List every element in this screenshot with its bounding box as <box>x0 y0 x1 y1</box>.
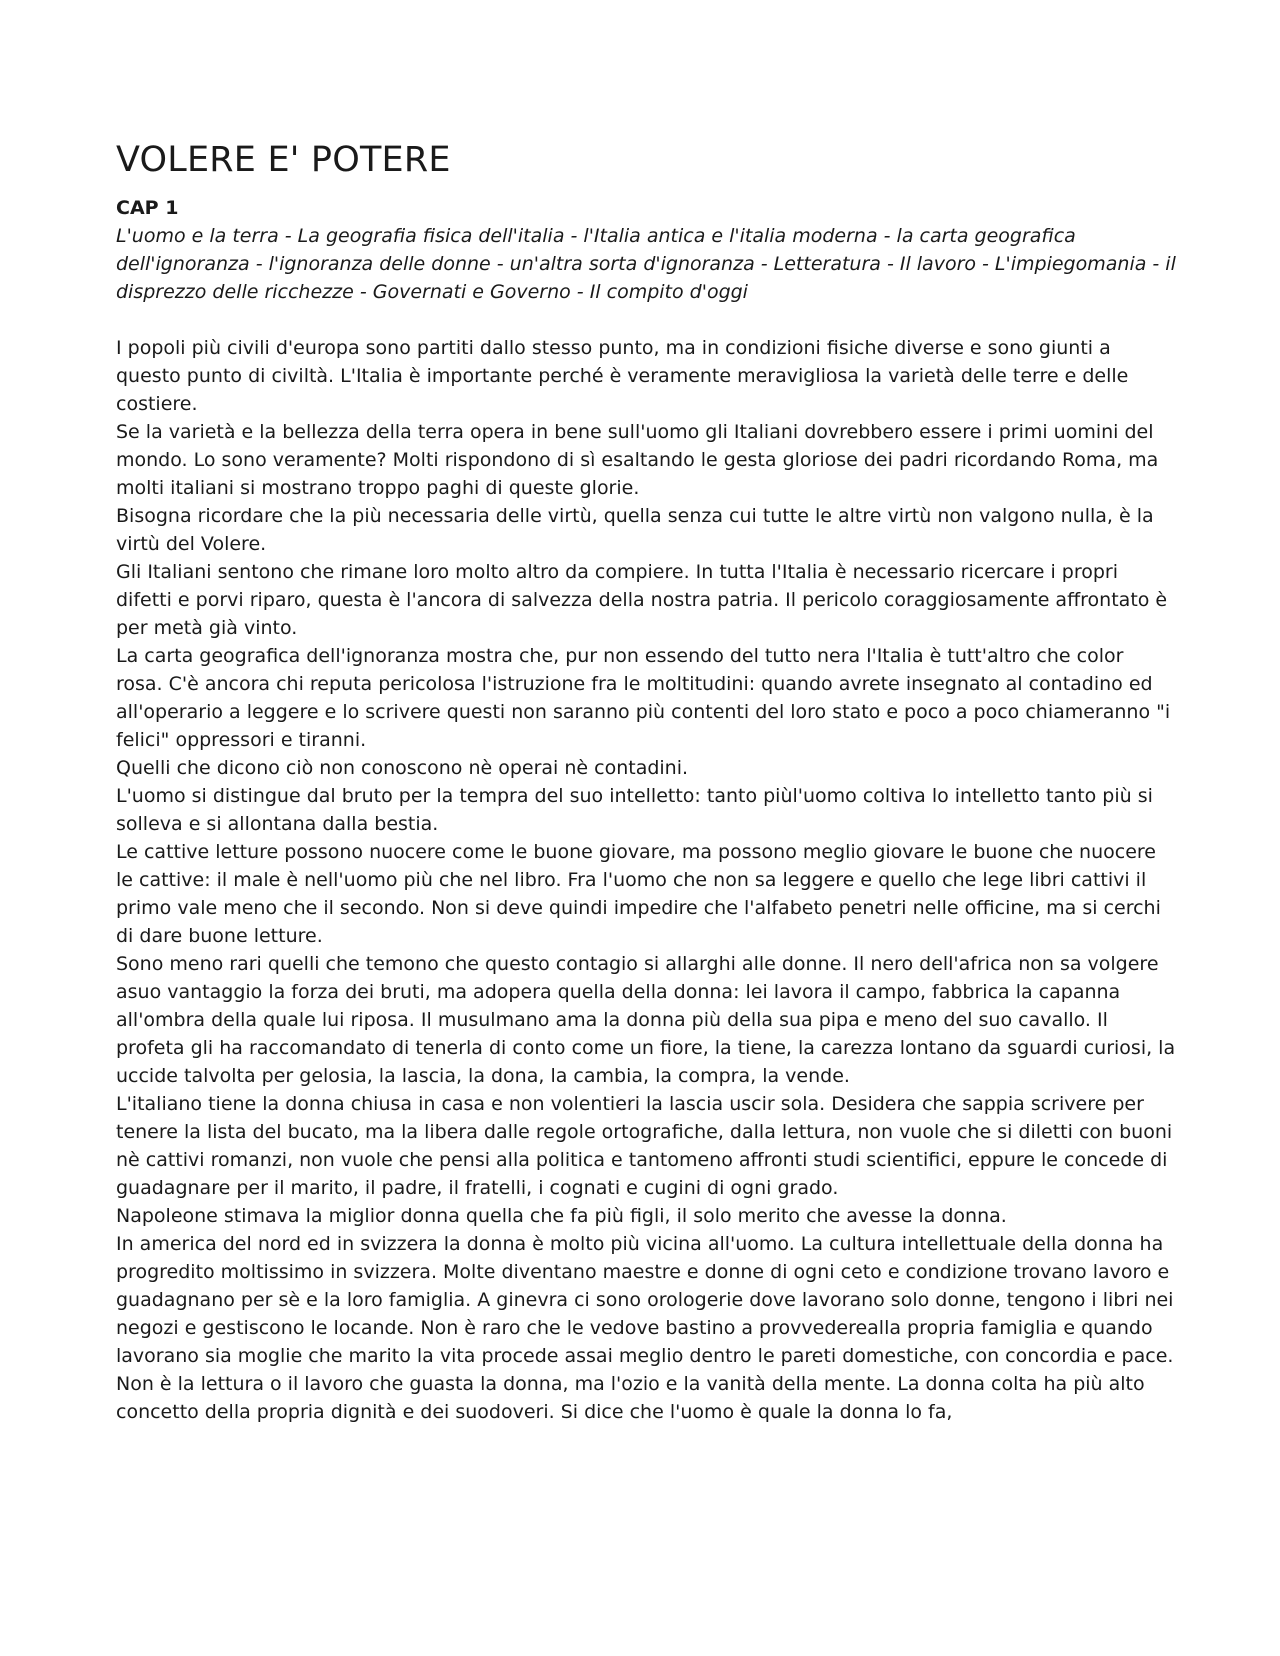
paragraph: Le cattive letture possono nuocere come le buone giovare, ma possono meglio giovare le buone che nuocere le cattive: il male è nell'uomo più che nel libro. Fra l'uomo che non sa leggere e quello che lege libri cattivi il primo vale meno che il secondo. Non si deve quindi impedire che l'alfabeto penetri nelle officine, ma si cerchi di dare buone letture. <box>116 841 1161 948</box>
paragraph: Se la varietà e la bellezza della terra opera in bene sull'uomo gli Italiani dovrebbero essere i primi uomini del mondo. Lo sono veramente? Molti rispondono di sì esaltando le gesta gloriose dei padri ricordando Roma, ma molti italiani si mostrano troppo paghi di queste glorie. <box>116 421 1159 500</box>
paragraph: Quelli che dicono ciò non conoscono nè operai nè contadini. <box>116 757 689 780</box>
paragraph: L'italiano tiene la donna chiusa in casa e non volentieri la lascia uscir sola. Desidera che sappia scrivere per tenere la lista del bucato, ma la libera dalle regole ortografiche, dalla lettura, non vuole che si diletti con buoni nè cattivi romanzi, non vuole che pensi alla politica e tantomeno affronti studi scientifici, eppure le concede di guadagnare per il marito, il padre, il fratelli, i cognati e cugini di ogni grado. <box>116 1093 1173 1200</box>
paragraph: Sono meno rari quelli che temono che questo contagio si allarghi alle donne. Il nero dell'africa non sa volgere asuo vantaggio la forza dei bruti, ma adopera quella della donna: lei lavora il campo, fabbrica la capanna all'ombra della quale lui riposa. Il musulmano ama la donna più della sua pipa e meno del suo cavallo. Il profeta gli ha raccomandato di tenerla di conto come un fiore, la tiene, la carezza lontano da sguardi curiosi, la uccide talvolta per gelosia, la lascia, la dona, la cambia, la compra, la vende. <box>116 953 1176 1088</box>
paragraph: I popoli più civili d'europa sono partiti dallo stesso punto, ma in condizioni fisiche diverse e sono giunti a questo punto di civiltà. L'Italia è importante perché è veramente meravigliosa la varietà delle terre e delle costiere. <box>116 337 1129 416</box>
paragraph: Gli Italiani sentono che rimane loro molto altro da compiere. In tutta l'Italia è necessario ricercare i propri difetti e porvi riparo, questa è l'ancora di salvezza della nostra patria. Il pericolo coraggiosamente affrontato è per metà già vinto. <box>116 561 1168 640</box>
document-title: VOLERE E' POTERE <box>116 140 451 180</box>
paragraph: L'uomo si distingue dal bruto per la tempra del suo intelletto: tanto piùl'uomo coltiva lo intelletto tanto più si solleva e si allontana dalla bestia. <box>116 785 1153 836</box>
body-text <box>116 334 1176 1426</box>
paragraph: Non è la lettura o il lavoro che guasta la donna, ma l'ozio e la vanità della mente. La donna colta ha più alto concetto della propria dignità e dei suodoveri. Si dice che l'uomo è quale la donna lo fa, <box>116 1373 1145 1424</box>
paragraph: La carta geografica dell'ignoranza mostra che, pur non essendo del tutto nera l'Italia è tutt'altro che color rosa. C'è ancora chi reputa pericolosa l'istruzione fra le moltitudini: quando avrete insegnato al contadino ed all'operario a leggere e lo scrivere questi non saranno più contenti del loro stato e poco a poco chiameranno "i felici" oppressori e tiranni. <box>116 645 1171 752</box>
paragraph: In america del nord ed in svizzera la donna è molto più vicina all'uomo. La cultura intellettuale della donna ha progredito moltissimo in svizzera. Molte diventano maestre e donne di ogni ceto e condizione trovano lavoro e guadagnano per sè e la loro famiglia. A ginevra ci sono orologerie dove lavorano solo donne, tengono i libri nei negozi e gestiscono le locande. Non è raro che le vedove bastino a provvederealla propria famiglia e quando lavorano sia moglie che marito la vita procede assai meglio dentro le pareti domestiche, con concordia e pace. <box>116 1233 1174 1368</box>
paragraph: Napoleone stimava la miglior donna quella che fa più figli, il solo merito che avesse la donna. <box>116 1205 1007 1228</box>
chapter-label: CAP 1 <box>116 197 179 220</box>
chapter-summary: L'uomo e la terra - La geografia fisica dell'italia - l'Italia antica e l'italia moderna - la carta geografica dell'ignoranza - l'ignoranza delle donne - un'altra sorta d'ignoranza - Letteratura - Il lavoro - L'impiegomania - il disprezzo delle ricchezze - Governati e Governo - Il compito d'oggi <box>116 225 1176 304</box>
paragraph: Bisogna ricordare che la più necessaria delle virtù, quella senza cui tutte le altre virtù non valgono nulla, è la virtù del Volere. <box>116 505 1154 556</box>
document-page <box>116 140 1176 1426</box>
